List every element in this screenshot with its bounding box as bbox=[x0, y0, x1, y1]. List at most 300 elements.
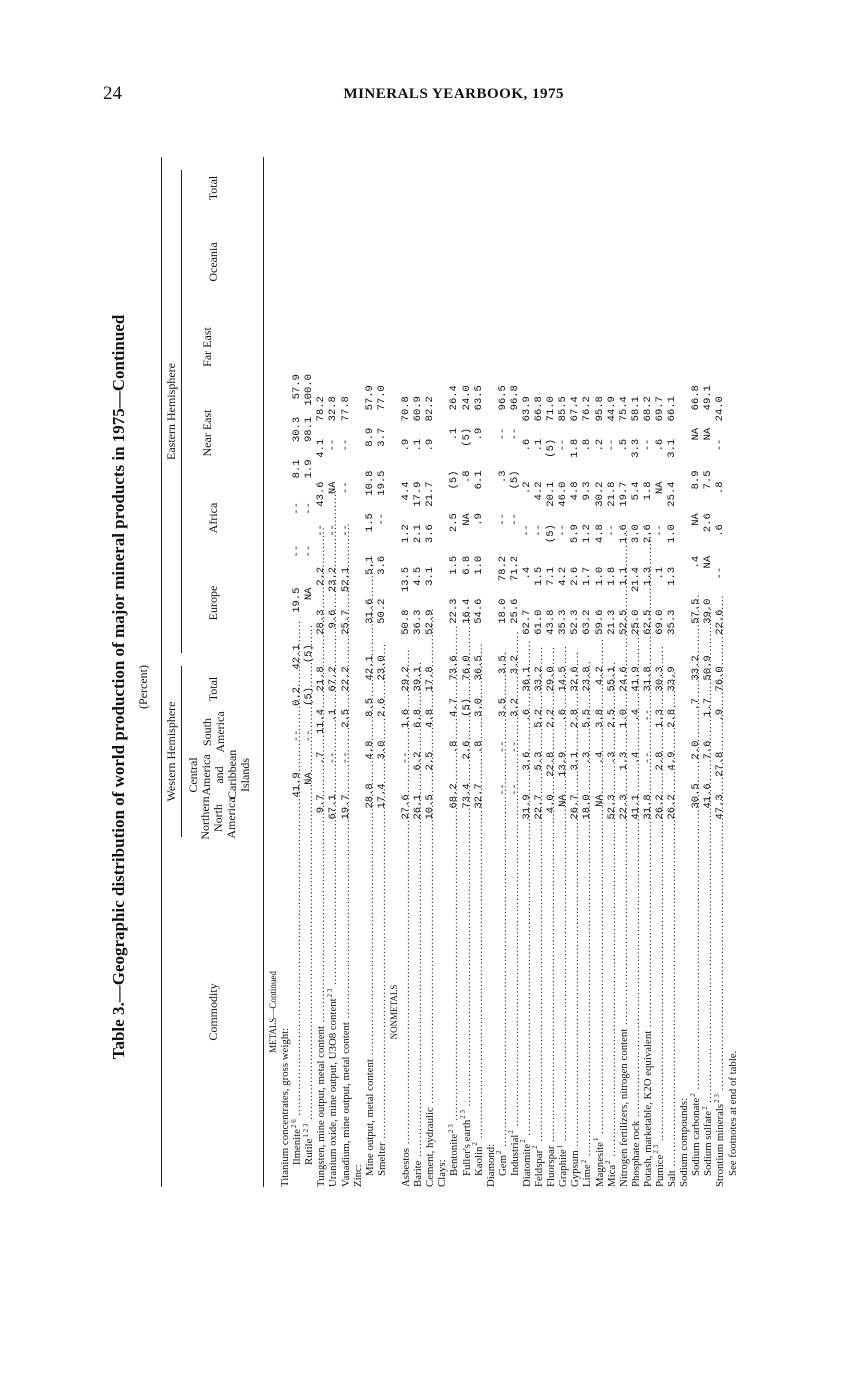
col-header-oceania: Oceania bbox=[206, 242, 220, 282]
value-cell: 5.1 bbox=[363, 555, 376, 575]
value-cell: .8 bbox=[581, 438, 594, 452]
value-cell: 2.8 bbox=[666, 708, 679, 728]
value-cell: -- bbox=[291, 502, 304, 515]
value-cell: 39.1 bbox=[412, 666, 425, 692]
value-cell bbox=[352, 666, 364, 709]
value-cell bbox=[279, 567, 291, 610]
value-cell: 13.5 bbox=[400, 566, 413, 593]
value-cell: 67.2 bbox=[327, 666, 340, 692]
value-cell bbox=[388, 524, 400, 567]
commodity-name: Fuller's earth bbox=[460, 1119, 473, 1176]
value-cell bbox=[352, 610, 364, 653]
value-cell: 66.8 bbox=[533, 396, 546, 422]
commodity-name: Nitrogen fertilizers, nitrogen content bbox=[617, 1028, 630, 1187]
commodity-label bbox=[606, 837, 618, 1187]
value-cell: 22.3 bbox=[617, 794, 630, 820]
footnote-ref: 2 bbox=[604, 1160, 613, 1164]
commodity-label bbox=[545, 837, 557, 1187]
value-cell: 3.0 bbox=[472, 697, 485, 717]
value-cell: 1.0 bbox=[666, 524, 679, 544]
value-cell bbox=[279, 794, 291, 837]
value-cell: NA bbox=[654, 481, 666, 495]
value-cell: 2.6 bbox=[460, 740, 473, 760]
value-cell: (5) bbox=[303, 644, 316, 664]
value-cell: 21.7 bbox=[424, 481, 437, 507]
commodity-name: See footnotes at end of table. bbox=[726, 1050, 739, 1176]
table-subtitle: (Percent) bbox=[136, 665, 150, 709]
table-row bbox=[458, 374, 473, 1187]
value-cell: 11.4 bbox=[315, 708, 328, 735]
table-row bbox=[327, 374, 339, 1187]
value-cell: 17.9 bbox=[412, 481, 425, 507]
value-cell: .3 bbox=[496, 470, 509, 484]
value-cell bbox=[279, 610, 291, 653]
commodity-label bbox=[714, 837, 726, 1187]
value-cell: 26.7 bbox=[569, 794, 582, 820]
commodity-label bbox=[485, 837, 497, 1187]
table-row bbox=[569, 374, 581, 1187]
value-cell: 2.6 bbox=[702, 513, 715, 533]
value-cell: 31.9 bbox=[520, 794, 533, 820]
rotated-table bbox=[95, 127, 815, 1247]
value-cell: -- bbox=[375, 513, 388, 526]
value-cell bbox=[678, 752, 690, 795]
commodity-name: Mine output, metal content bbox=[363, 1059, 376, 1176]
value-cell: 1.0 bbox=[593, 566, 606, 586]
value-cell: -- bbox=[641, 751, 654, 765]
value-cell: 2.8 bbox=[654, 751, 666, 771]
value-cell bbox=[485, 567, 497, 610]
value-cell: 21.8 bbox=[605, 481, 618, 507]
value-cell: 26.4 bbox=[448, 385, 461, 411]
value-cell: 67.4 bbox=[569, 396, 582, 422]
commodity-label bbox=[727, 826, 739, 1187]
value-cell: 70.8 bbox=[400, 396, 413, 422]
commodity-label bbox=[630, 837, 642, 1187]
value-cell: 4.2 bbox=[557, 566, 570, 586]
value-cell bbox=[279, 482, 291, 525]
value-cell: 18.0 bbox=[496, 598, 509, 624]
commodity-label bbox=[376, 826, 388, 1187]
value-cell: .8 bbox=[714, 481, 727, 495]
value-cell: -- bbox=[508, 513, 521, 526]
table-row bbox=[436, 374, 448, 1187]
value-cell: 1.8 bbox=[569, 438, 582, 458]
value-cell bbox=[485, 439, 497, 482]
value-cell: 2.5 bbox=[339, 708, 352, 728]
commodity-label bbox=[303, 815, 315, 1187]
value-cell bbox=[678, 610, 690, 653]
value-cell: .8 bbox=[460, 470, 473, 484]
value-cell bbox=[388, 482, 400, 525]
commodity-name: Gypsum bbox=[569, 1150, 582, 1187]
table-row bbox=[279, 374, 291, 1187]
table-top-rule bbox=[161, 157, 162, 1187]
value-cell: 3.2 bbox=[508, 697, 521, 717]
footnote-ref: 2 bbox=[700, 1106, 709, 1110]
value-cell: 63.2 bbox=[581, 609, 594, 635]
col-header-eastern-total: Total bbox=[206, 175, 220, 201]
value-cell bbox=[279, 524, 291, 567]
value-cell: 30.3 bbox=[291, 416, 304, 443]
footnote-ref: 2 bbox=[495, 1150, 504, 1154]
value-cell: 10.8 bbox=[363, 470, 376, 496]
commodity-name: Ilmenite bbox=[291, 1129, 304, 1165]
value-cell bbox=[388, 709, 400, 752]
value-cell: 2.1 bbox=[412, 524, 425, 544]
value-cell: -- bbox=[327, 524, 340, 537]
commodity-name: Tungsten, mine output, metal content bbox=[315, 1026, 328, 1187]
value-cell: 9.3 bbox=[581, 481, 594, 501]
value-cell: 2.5 bbox=[605, 708, 618, 728]
value-cell: 24.0 bbox=[714, 396, 727, 422]
commodity-label bbox=[702, 826, 714, 1187]
value-cell: 44.9 bbox=[605, 396, 618, 422]
value-cell: 3.6 bbox=[375, 555, 388, 575]
value-cell: 2.5 bbox=[424, 751, 437, 771]
table-row bbox=[545, 374, 557, 1187]
value-cell: 7.1 bbox=[545, 566, 558, 586]
footnote-ref: 2 3 bbox=[325, 988, 334, 998]
value-cell bbox=[678, 524, 690, 567]
value-cell: 33.9 bbox=[666, 666, 679, 692]
value-cell: 1.3 bbox=[666, 566, 679, 586]
value-cell: 46.0 bbox=[557, 481, 570, 507]
value-cell bbox=[727, 471, 739, 514]
commodity-label bbox=[557, 837, 569, 1187]
value-cell: -- bbox=[508, 427, 521, 441]
value-cell: 50.2 bbox=[375, 598, 388, 624]
value-cell: 63.5 bbox=[472, 385, 485, 411]
value-cell: -- bbox=[339, 524, 352, 537]
value-cell: -- bbox=[605, 524, 618, 537]
value-cell bbox=[279, 752, 291, 795]
commodity-label bbox=[340, 837, 352, 1187]
value-cell: -- bbox=[605, 438, 618, 452]
value-cell: 50.9 bbox=[702, 655, 715, 681]
value-cell bbox=[678, 396, 690, 439]
col-header-near-east: Near East bbox=[200, 409, 214, 457]
value-cell bbox=[267, 794, 279, 837]
value-cell bbox=[267, 567, 279, 610]
value-cell: .8 bbox=[448, 740, 461, 754]
commodity-name: Kaolin bbox=[472, 1146, 485, 1176]
footnote-ref: 2 3 bbox=[712, 1094, 721, 1103]
value-cell: -- bbox=[327, 751, 340, 765]
value-cell: 19.7 bbox=[339, 794, 352, 820]
value-cell: -- bbox=[496, 740, 509, 754]
value-cell: (5) bbox=[460, 427, 473, 447]
commodity-name: Pumice bbox=[654, 1154, 666, 1187]
value-cell bbox=[436, 439, 448, 482]
value-cell: 7.5 bbox=[702, 470, 715, 490]
value-cell: 28.8 bbox=[363, 783, 376, 809]
value-cell: .7 bbox=[315, 751, 328, 765]
value-cell: 57.5 bbox=[690, 598, 703, 624]
value-cell bbox=[388, 610, 400, 653]
value-cell: 21.3 bbox=[605, 609, 618, 635]
value-cell: 1.1 bbox=[617, 566, 630, 586]
value-cell: 96.5 bbox=[496, 385, 509, 411]
value-cell: 2.6 bbox=[569, 566, 582, 586]
value-cell bbox=[436, 396, 448, 439]
value-cell: 21.8 bbox=[315, 666, 328, 692]
value-cell: 16.4 bbox=[460, 598, 473, 624]
value-cell bbox=[436, 524, 448, 567]
value-cell bbox=[436, 752, 448, 795]
value-cell: 3.5 bbox=[496, 697, 509, 717]
value-cell: 31.8 bbox=[641, 794, 654, 820]
value-cell: .6 bbox=[654, 438, 666, 452]
table-body bbox=[267, 374, 739, 1187]
value-cell: (5) bbox=[448, 470, 461, 490]
running-title: MINERALS YEARBOOK, 1975 bbox=[343, 86, 564, 102]
value-cell: 5.9 bbox=[569, 524, 582, 544]
value-cell bbox=[485, 752, 497, 795]
value-cell: 67.1 bbox=[327, 794, 340, 820]
table-row bbox=[485, 374, 497, 1187]
header-bottom-rule bbox=[263, 157, 264, 1187]
commodity-name: Magnesite bbox=[593, 1142, 606, 1187]
value-cell: 27.8 bbox=[714, 751, 727, 777]
commodity-name: Fluorspar bbox=[545, 1145, 558, 1187]
value-cell: 8.1 bbox=[291, 459, 304, 479]
commodity-name: Bentonite bbox=[448, 1134, 461, 1176]
value-cell: 52.9 bbox=[424, 609, 437, 635]
table-row bbox=[388, 374, 400, 1187]
value-cell: 98.1 bbox=[303, 416, 316, 443]
value-cell: 30.2 bbox=[593, 481, 606, 507]
footnote-ref: 2 6 bbox=[289, 1119, 298, 1129]
value-cell: -- bbox=[315, 524, 328, 537]
value-cell: 54.6 bbox=[472, 598, 485, 624]
value-cell: 1.7 bbox=[702, 697, 715, 717]
value-cell: 19.5 bbox=[291, 587, 304, 613]
value-cell: -- bbox=[327, 438, 340, 452]
value-cell bbox=[388, 666, 400, 709]
value-cell: 76.0 bbox=[714, 666, 727, 692]
value-cell: 57.9 bbox=[291, 374, 304, 400]
value-cell: 36.5 bbox=[472, 655, 485, 681]
footnote-ref: 2 bbox=[579, 1159, 588, 1164]
value-cell bbox=[279, 439, 291, 482]
value-cell: .1 bbox=[654, 566, 666, 580]
value-cell bbox=[267, 666, 279, 709]
value-cell: 4.7 bbox=[448, 697, 461, 717]
value-cell: 4.8 bbox=[593, 524, 606, 544]
value-cell: 2.6 bbox=[641, 524, 654, 544]
footnote-ref: 2 bbox=[531, 1145, 540, 1149]
commodity-name: Clays: bbox=[436, 1159, 449, 1187]
value-cell: (5) bbox=[508, 470, 521, 490]
commodity-name: Rutile bbox=[303, 1138, 316, 1165]
section-heading bbox=[388, 837, 400, 1187]
value-cell: 85.5 bbox=[557, 396, 570, 422]
value-cell: 1.3 bbox=[641, 566, 654, 586]
value-cell: -- bbox=[339, 438, 352, 452]
value-cell bbox=[485, 794, 497, 837]
value-cell: .9 bbox=[472, 427, 485, 441]
value-cell: 24.0 bbox=[460, 385, 473, 411]
value-cell bbox=[352, 709, 364, 752]
commodity-header: Commodity bbox=[206, 983, 220, 1041]
value-cell: 1.0 bbox=[472, 555, 485, 575]
commodity-name: Diamond: bbox=[484, 1143, 497, 1187]
value-cell bbox=[485, 709, 497, 752]
value-cell bbox=[727, 783, 739, 826]
commodity-label bbox=[400, 837, 412, 1187]
value-cell: 18.0 bbox=[581, 794, 594, 820]
commodity-name: Industrial bbox=[508, 1134, 521, 1176]
value-cell: 4.1 bbox=[315, 438, 328, 458]
value-cell: 23.8 bbox=[581, 666, 594, 692]
value-cell: 49.1 bbox=[702, 385, 715, 411]
value-cell: 4.4 bbox=[400, 481, 413, 501]
value-cell: 32.8 bbox=[327, 396, 340, 422]
value-cell bbox=[352, 439, 364, 482]
value-cell: 24.6 bbox=[617, 666, 630, 692]
footnote-ref: 2 bbox=[507, 1130, 516, 1134]
value-cell: 26.2 bbox=[666, 794, 679, 820]
commodity-name: Gem bbox=[496, 1155, 509, 1176]
commodity-label bbox=[352, 837, 364, 1187]
value-cell: 17.4 bbox=[375, 783, 388, 809]
commodity-name: Feldspar bbox=[533, 1149, 546, 1187]
value-cell: 50.8 bbox=[400, 609, 413, 635]
value-cell: 3.6 bbox=[520, 751, 533, 771]
value-cell: .3 bbox=[581, 751, 594, 765]
value-cell: .6 bbox=[714, 524, 727, 537]
value-cell bbox=[267, 439, 279, 482]
value-cell: 2.5 bbox=[448, 513, 461, 533]
value-cell bbox=[436, 610, 448, 653]
value-cell: 6.8 bbox=[412, 708, 425, 728]
footnote-ref: 2 bbox=[471, 1142, 479, 1146]
value-cell: 1.6 bbox=[400, 708, 413, 728]
value-cell: 28.3 bbox=[315, 609, 328, 635]
value-cell bbox=[267, 482, 279, 525]
value-cell: 60.9 bbox=[412, 396, 425, 422]
value-cell: 3.0 bbox=[629, 524, 642, 544]
value-cell: .1 bbox=[533, 438, 546, 452]
value-cell: -- bbox=[520, 524, 533, 537]
table-row bbox=[340, 374, 352, 1187]
value-cell: NA bbox=[460, 513, 473, 526]
table-row bbox=[702, 374, 714, 1187]
table-row bbox=[533, 374, 545, 1187]
table-row bbox=[581, 374, 593, 1187]
value-cell: 78.2 bbox=[315, 396, 328, 422]
commodity-label bbox=[364, 826, 376, 1187]
value-cell: .9 bbox=[400, 438, 413, 452]
value-cell: 0.2 bbox=[291, 686, 304, 706]
value-cell bbox=[436, 482, 448, 525]
value-cell: 2.8 bbox=[569, 708, 582, 728]
table-row bbox=[473, 374, 485, 1187]
value-cell: 41.9 bbox=[629, 666, 642, 692]
value-cell bbox=[388, 567, 400, 610]
value-cell: NA bbox=[690, 427, 703, 441]
value-cell: 2.0 bbox=[690, 740, 703, 760]
value-cell: 95.8 bbox=[593, 396, 606, 422]
footnote-ref: 1 2 3 bbox=[301, 1123, 310, 1138]
commodity-name: Barite bbox=[412, 1160, 425, 1187]
value-cell: .6 bbox=[520, 438, 533, 452]
commodity-name: Graphite bbox=[557, 1149, 570, 1187]
value-cell bbox=[727, 698, 739, 741]
value-cell: 22.2 bbox=[339, 666, 352, 692]
value-cell: 1.8 bbox=[641, 481, 654, 501]
value-cell: -- bbox=[508, 783, 521, 796]
table-row bbox=[315, 374, 327, 1187]
value-cell bbox=[678, 439, 690, 482]
commodity-label bbox=[569, 837, 581, 1187]
value-cell: 4.9 bbox=[666, 751, 679, 771]
table-row bbox=[678, 374, 690, 1187]
value-cell: 76.0 bbox=[460, 655, 473, 681]
value-cell: 42.1 bbox=[291, 644, 304, 670]
commodity-label bbox=[436, 837, 448, 1187]
commodity-name: Mica bbox=[605, 1164, 618, 1187]
table-row bbox=[376, 374, 388, 1187]
value-cell: 52.3 bbox=[569, 609, 582, 635]
value-cell: 96.8 bbox=[508, 385, 521, 411]
value-cell bbox=[727, 556, 739, 599]
value-cell: 26.2 bbox=[654, 794, 666, 820]
value-cell: (5) bbox=[545, 438, 558, 458]
section-heading bbox=[267, 837, 279, 1187]
eastern-hemisphere-header: Eastern Hemisphere bbox=[165, 170, 182, 653]
commodity-name: METALS—Continued bbox=[268, 971, 278, 1053]
value-cell: 1.6 bbox=[617, 524, 630, 544]
value-cell: 22.8 bbox=[545, 751, 558, 777]
table-row bbox=[400, 374, 412, 1187]
value-cell: 6.2 bbox=[412, 751, 425, 771]
value-cell bbox=[727, 599, 739, 642]
col-header-northern-north-america: Northern North America bbox=[198, 796, 238, 840]
western-hemisphere-header: Western Hemisphere bbox=[165, 666, 182, 837]
value-cell: 1.3 bbox=[617, 751, 630, 771]
value-cell bbox=[678, 666, 690, 709]
table-row bbox=[642, 374, 654, 1187]
commodity-label bbox=[448, 826, 460, 1187]
value-cell: -- bbox=[714, 566, 727, 580]
table-row bbox=[303, 374, 315, 1187]
value-cell: 13.9 bbox=[557, 751, 570, 777]
value-cell: .4 bbox=[520, 566, 533, 580]
value-cell bbox=[267, 396, 279, 439]
value-cell: 1.3 bbox=[654, 708, 666, 728]
commodity-label bbox=[690, 826, 702, 1187]
value-cell: 31.6 bbox=[363, 598, 376, 624]
col-header-europe: Europe bbox=[206, 585, 220, 621]
value-cell: 29.2 bbox=[400, 666, 413, 692]
footnote-ref: 2 3 bbox=[446, 1124, 455, 1134]
value-cell: 25.0 bbox=[629, 609, 642, 635]
value-cell: 25.6 bbox=[508, 598, 521, 624]
value-cell: 71.0 bbox=[545, 396, 558, 422]
commodity-name: Sodium sulfate bbox=[702, 1110, 715, 1176]
footnote-ref: 2 bbox=[688, 1093, 697, 1097]
value-cell bbox=[436, 666, 448, 709]
commodity-label bbox=[581, 837, 593, 1187]
value-cell: 43.8 bbox=[545, 609, 558, 635]
table-row bbox=[606, 374, 618, 1187]
value-cell: 69.0 bbox=[654, 609, 666, 635]
value-cell: -- bbox=[714, 438, 727, 452]
value-cell: NA bbox=[593, 794, 606, 807]
value-cell: 3.1 bbox=[666, 438, 679, 458]
